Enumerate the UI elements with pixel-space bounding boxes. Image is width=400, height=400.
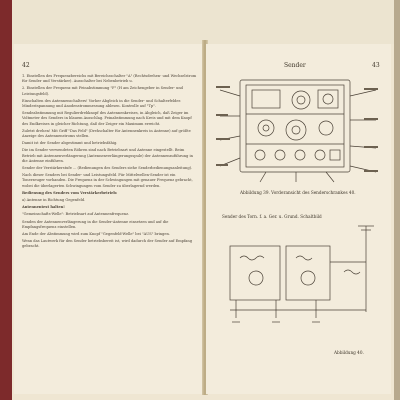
section-heading: Bedienung des Senders vom Verstärkerbetrieb: [22,190,118,195]
figure-39-panel-illustration [216,76,380,186]
paragraph: Sendeabstimmung mit Regulierdrehknopf des Antennenkreises, in Abgleich, daß Zeiger im Voltmeter des Senders in blauem Ausschlag. Feinabstimmung nach Kreis und mit dem Knopf des Endkreises in gleicher Richtung, daß der Zeiger ein Maximum erreicht. [22,111,192,126]
paragraph: a) Antenne in Richtung Gegenfeld. [22,198,86,203]
paragraph: Nach dieser Senders bei Sender- und Leistungsfeld. Für Mittelwellen-Sender ist ein Tonerzeuger vorhanden. Die Frequenz in der Schwingungen mit genauer Frequenz gebracht, wobei die überlagerten Schwingungen vom Sender zu überlagernd werden. [22,173,193,188]
figure-40-schematic [216,222,380,342]
paragraph: Am Ende der Abstimmung wird zum Knopf "Gegenfeld-Welle" bei "AUS" bringen. [22,232,170,237]
paragraph: Sender der Verstärkerstufe ... (Bedienungen des Senders siehe Senderbedienungsanleitung). [22,166,193,171]
paragraph: Senden der Antennenverlängerung in die Sender-Antenne einsetzen und auf die Empfangsfrequenz einstellen. [22,219,169,229]
left-page-number: 42 [22,62,30,69]
right-page-number: 43 [372,62,380,69]
paragraph: Antennentest halten! [22,205,65,210]
right-running-head: Sender [284,62,306,69]
paragraph: Wenn das Lautwerk für den Sender betriebsbereit ist, wird dadurch der Sender auf Empfang gebracht. [22,239,193,249]
book-cover-edge [0,0,12,400]
paragraph: Einschalten des Antennenschalters! Vorher Abgleich in die Sender- und Schalterfelder. Mindestspannung und Anodenstrommessung ablesen. Kontrolle auf "Tp". [22,98,181,109]
paragraph: Zuletzt drehen! Mit Griff "Das Feld" (Drehschalter für Antennenkreis in Antenne) auf größte Anzeige des Antennenstroms stellen. [22,128,191,139]
background-top [12,0,394,44]
figure-40-title: Sender des Torn. f. a. Ger. u. Grund. Schaltbild [222,214,322,219]
book-edge-right [394,0,400,400]
figure-39-caption: Abbildung 39. Vorderansicht des Senderschrankes 40. [240,190,356,195]
figure-40-caption: Abbildung 40. [334,350,364,355]
paragraph: Die im Sender verwendeten Röhren sind nach Betriebsart und Antenne eingestellt. Beim Betrieb mit Antennenverlängerung (Antennenverlängerungsspule) der Antennenzuführung in die Antenne einführen. [22,148,193,163]
paragraph: "Gemeinschafts-Welle": Betriebsart auf Antennenfrequenz. [22,212,130,217]
paragraph: 2. Einstellen der Frequenz mit Feinabstimmung "F" (H am Zeichengeber in Sender- und Leistungsfeld). [22,86,183,96]
left-page-body [22,74,198,389]
paragraph: 1. Einstellen des Frequenzbereichs mit Bereichsschalter "A" (Rechtsdrehen- und Wechselstrom für Sender und Verstärker). Ausschalter bei Nebenbetrieb u. [22,74,197,84]
paragraph: Damit ist der Sender abgestimmt und betriebsfähig. [22,141,118,146]
